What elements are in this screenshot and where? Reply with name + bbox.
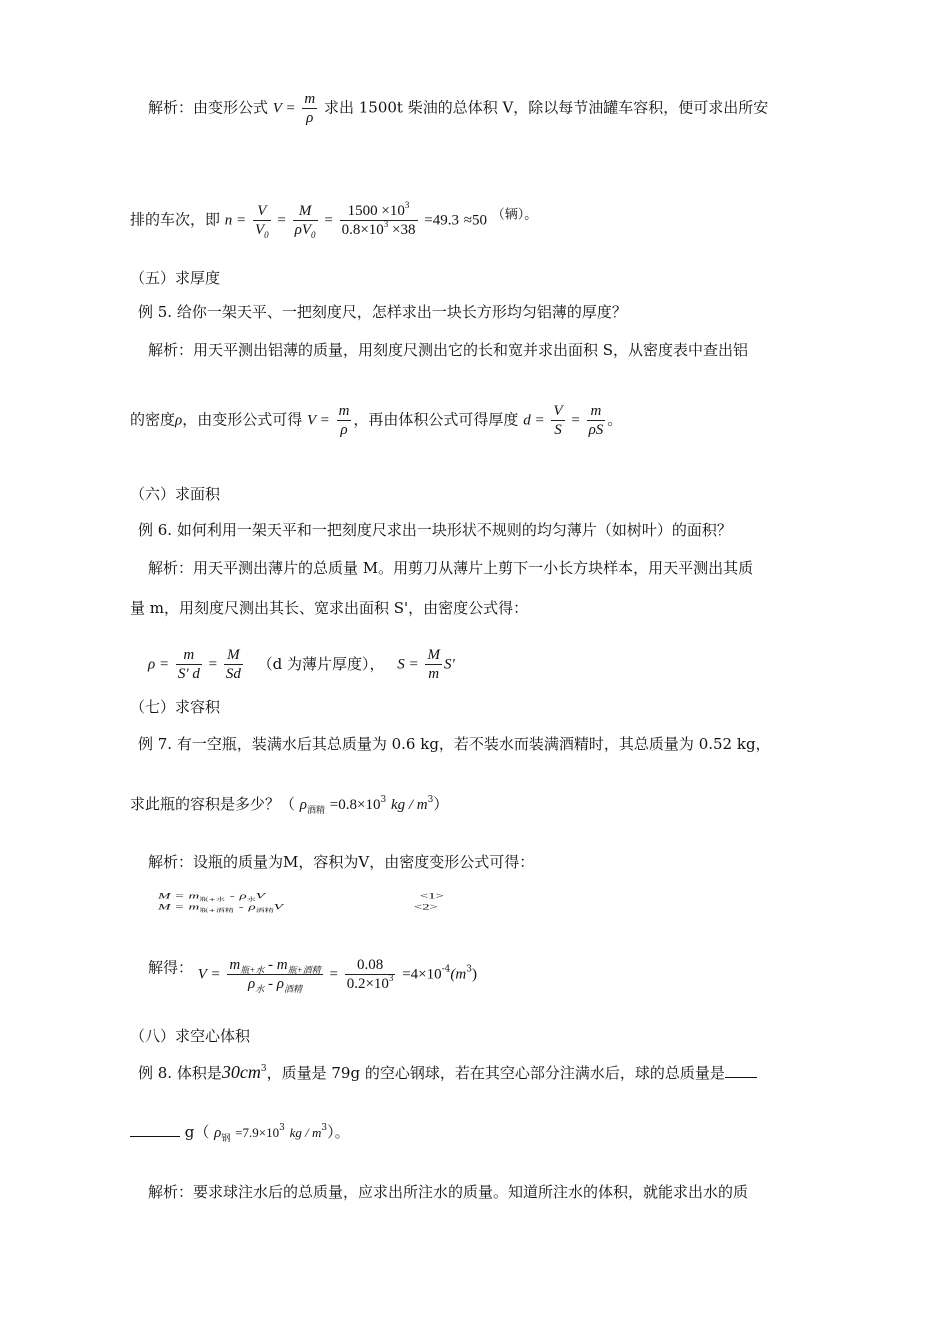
frac-M-Sd: $\frac{M}{Sd}$ [225,647,241,682]
example-6: 例 6. 如何利用一架天平和一把刻度尺求出一块形状不规则的均匀薄片（如树叶）的面积？ [138,521,732,539]
analysis-6a: 解析：用天平测出薄片的总质量 M。用剪刀从薄片上剪下一小长方块样本，用天平测出其质 [148,559,754,577]
frac-M-rhoV0: $\frac{M}{\rho V_0}$ [294,203,316,240]
solution-unit-exp: 3 [466,964,472,975]
para-5b-prefix: 的密度 [130,410,176,429]
para-5b-mid2: ，再由体积公式可得厚度 [353,410,519,429]
equation-2: $M = m_{瓶+酒精} - \rho_{酒精}V <2>$ [158,903,439,914]
solution-7: 解得： V = $\frac{m_{瓶+水} - m_{瓶+酒精}}{\rho_水 - \rho_{酒精}}$ = $\frac{0.08}{0.2\times 10^3}$ $=4\times 10^{-4}(m^3)$ [148,957,477,994]
result-50: ≈50 [463,212,488,229]
rho-sub-steel: 钢 [221,1134,231,1144]
solution-result: =4×10 [402,966,442,983]
example-7b: 求此瓶的容积是多少？（ $\rho_{酒精} =0.8\times 10^3$ kg / $m^3$） [130,795,449,816]
eq2-sub2: 酒精 [255,907,274,914]
frac-m-rhos: $\frac{m}{\rho S}$ [588,403,604,438]
frac-m-sd: $\frac{m}{S' d}$ [177,647,200,682]
eq2-tag: <2> [413,903,439,912]
den-38: 38 [400,222,416,238]
eq1-tag: <1> [419,892,445,901]
uexp-3: 3 [427,795,434,805]
solution-unit-end: ) [471,966,477,983]
frac-M-m: $\frac{M}{m}$ [427,647,440,682]
example-8 [138,1062,757,1083]
formula-v-eq: V = [272,100,296,117]
heading-7: （七）求容积 [130,698,221,716]
ex8-volume: 30cm [221,1062,261,1082]
para-1 [148,90,768,127]
density-alcohol: =0.8×10 [329,797,381,813]
para-1-suffix: 求出 1500t 柴油的总体积 V，除以每节油罐车容积，便可求出所安 [323,98,769,117]
rho-sub-alcohol: 酒精 [307,806,326,816]
ex8-suffix: ，质量是 79g 的空心钢球，若在其空心部分注满水后，球的总质量是 [266,1064,725,1082]
frac-1500: $\frac{1500 \times 10^3}{0.8\times 10^3 \times 38}$ [341,200,416,238]
para-5b: 的密度ρ，由变形公式可得 V = $\frac{m}{\rho}$ ，再由体积公式可得厚度 d = $\frac{V}{S}$ = $\frac{m}{\rho S}$ 。 [130,403,623,438]
rho-symbol: ρ [175,412,183,429]
eq1-sub2: 水 [246,896,256,903]
sol-den2: 酒精 [283,984,302,994]
unit-vehicle: （辆）。 [491,207,538,223]
sol-num1: 瓶+水 [240,965,265,975]
para-5b-end: 。 [607,410,623,429]
example-7: 例 7. 有一空瓶，装满水后其总质量为 0.6 kg，若不装水而装满酒精时，其总质量为 0.52 kg， [138,735,771,753]
ex8-prefix: 例 8. 体积是 [138,1064,222,1082]
para-1-prefix: 解析：由变形公式 [148,98,269,117]
sol-num2: 瓶+酒精 [287,965,321,975]
example-5: 例 5. 给你一架天平、一把刻度尺，怎样求出一块长方形均匀铝薄的厚度？ [138,303,627,321]
answer-blank [725,1063,757,1078]
steel-unit-exp: 3 [321,1123,328,1133]
analysis-7: 解析：设瓶的质量为M，容积为V，由密度变形公式可得： [148,853,535,871]
unit-kgm: kg / m [390,797,428,813]
v-eq: V = [307,412,330,429]
n-eq: n = [224,212,247,229]
para-2-prefix: 排的车次，即 [130,210,221,229]
heading-8: （八）求空心体积 [130,1027,251,1045]
heading-6: （六）求面积 [130,485,221,503]
frac-v-v0: $\frac{V}{V_0}$ [254,203,269,240]
result-49: =49.3 [424,212,459,229]
steel-unit: kg / m [289,1125,322,1140]
analysis-6b: 量 m，用刻度尺测出其长、宽求出面积 S'，由密度公式得： [130,599,529,617]
analysis-5: 解析：用天平测出铝薄的质量，用刻度尺测出它的长和宽并求出面积 S，从密度表中查出铝 [148,341,749,359]
para-2: 排的车次，即 n = $\frac{V}{V_0}$ = $\frac{M}{\rho V_0}$ = $\frac{1500 \times 10^3}{0.8\times 10^3 \times 38}$ =49.3 ≈50 （辆）。 [130,200,538,240]
frac-numeric [345,956,396,993]
ex8-volume-exp: 3 [260,1064,267,1074]
density-steel: =7.9×10 [235,1125,280,1140]
answer-blank-2 [130,1122,180,1137]
frac-v-s: $\frac{V}{S}$ [553,403,563,438]
sol7-prefix: 解得： [148,958,194,977]
numeric-den-exp: 3 [388,973,394,983]
solution-exp: -4 [441,964,451,975]
frac-solution: $\frac{m_{瓶+水} - m_{瓶+酒精}}{\rho_水 - \rho_{酒精}}$ [229,957,321,994]
note-thickness: （d 为薄片厚度）， [257,654,385,673]
exp-3: 3 [380,795,387,805]
eq1-sub1: 瓶+水 [199,896,225,903]
heading-5: （五）求厚度 [130,269,221,287]
ex8b-unit: g（ [184,1123,210,1141]
steel-exp: 3 [279,1123,285,1133]
eq2-sub1: 瓶+酒精 [199,907,234,914]
frac-m-rho-2: $\frac{m}{\rho}$ [338,403,350,438]
num-1500: 1500 [347,203,378,219]
equation-1: $M = m_{瓶+水} - \rho_水V <1>$ [158,892,445,903]
example-8b: g（ $\rho_钢 =7.9\times 10^3$ kg / $m^3$）。 [130,1122,350,1143]
analysis-8: 解析：要求球注水后的总质量，应求出所注水的质量。知道所注水的体积，就能求出水的质 [148,1183,749,1201]
numeric-den: 0.2×10 [346,976,389,992]
equations-7 [158,892,444,914]
d-eq: d = [523,412,545,429]
frac-m-rho: $\frac{m}{\rho}$ [304,91,316,126]
solution-unit: (m [450,966,467,983]
ex8b-end: ）。 [327,1123,350,1141]
numeric-num: 0.08 [345,956,396,975]
ex7b-prefix: 求此瓶的容积是多少？（ [130,795,296,813]
ex7b-end: ） [433,795,449,813]
para-5b-mid: ，由变形公式可得 [182,410,303,429]
den-0-8: 0.8 [341,222,361,238]
formula-6: ρ = $\frac{m}{S' d}$ = $\frac{M}{Sd}$ （d 为薄片厚度）， S = $\frac{M}{m}$ S' [148,647,455,682]
sol-den1: 水 [255,984,265,994]
